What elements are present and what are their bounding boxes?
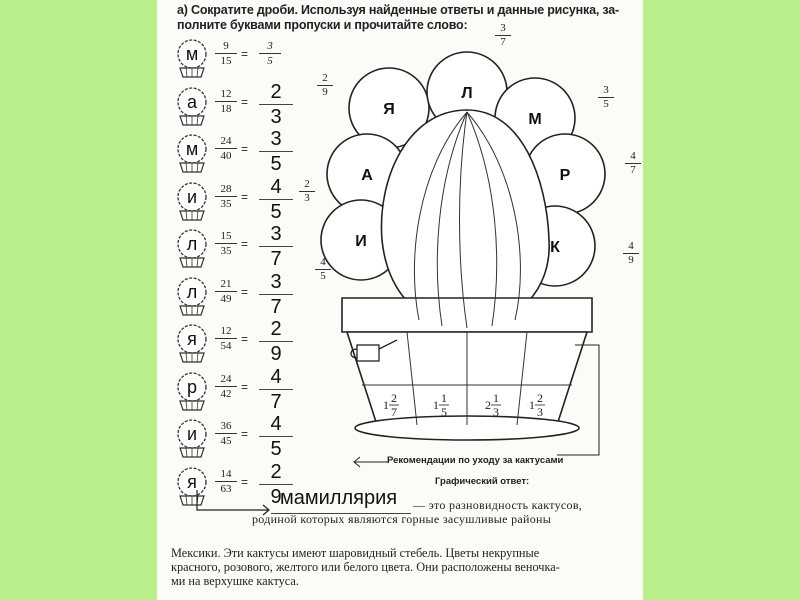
row-fraction: 12 54	[215, 324, 237, 353]
row-fraction: 9 15	[215, 39, 237, 68]
pot-frac-1-whole: 1	[383, 398, 389, 412]
fraction-row	[173, 80, 293, 130]
side-frac-right-2: 4 7	[625, 150, 641, 177]
row-letter: м	[185, 139, 199, 159]
equals-sign: =	[241, 47, 249, 61]
pot-frac-4-num: 2	[537, 391, 543, 405]
pot-frac-3-num: 1	[493, 391, 499, 405]
answer-word: мамиллярия	[280, 487, 398, 509]
worksheet-page	[157, 0, 643, 600]
fraction-row	[173, 38, 293, 82]
equals-sign: =	[241, 332, 249, 346]
pot-frac-3-whole: 2	[485, 398, 491, 412]
cactus-illustration	[307, 40, 637, 460]
row-letter: л	[186, 281, 198, 302]
row-letter: я	[187, 471, 197, 492]
side-frac-right-3: 4 9	[623, 240, 639, 267]
bloom-letter-ya: Я	[383, 101, 395, 118]
row-fraction: 12 18	[215, 87, 237, 116]
pot-frac-3-den: 3	[493, 405, 499, 419]
fraction-row	[173, 223, 293, 272]
row-answer: 4 5	[259, 412, 293, 461]
equals-sign: =	[241, 94, 249, 109]
equals-sign: =	[241, 284, 249, 299]
care-caption: Рекомендации по уходу за кактусами	[387, 455, 564, 466]
bloom-letter-k: К	[550, 239, 560, 256]
side-frac-left-1: 2 9	[317, 72, 333, 99]
row-fraction: 36 45	[215, 419, 237, 448]
row-letter: и	[186, 424, 198, 444]
task-line-1: а) Сократите дроби. Используя найденные ответы и данные рисунка, за-	[177, 3, 619, 17]
task-header	[177, 3, 637, 33]
description-line-1: — это разновидность кактусов,	[413, 498, 583, 512]
side-frac-left-3: 4 5	[315, 256, 331, 283]
equals-sign: =	[241, 142, 249, 156]
row-fraction: 24 42	[215, 372, 237, 401]
bottom-line-1: Мексики. Эти кактусы имеют шаровидный стебель. Цветы некрупные	[171, 546, 540, 560]
row-letter: л	[186, 234, 198, 254]
pot-frac-2-den: 5	[441, 405, 447, 419]
pot-frac-2-num: 1	[441, 391, 447, 405]
pot-frac-1-den: 7	[391, 405, 397, 419]
row-answer: 2 3	[259, 80, 293, 129]
task-line-2: полните буквами пропуски и прочитайте слово:	[177, 18, 468, 32]
bloom-letter-m: М	[528, 111, 542, 128]
row-answer: 4 7	[259, 365, 293, 414]
care-arrow	[350, 455, 390, 469]
row-fraction: 14 63	[215, 467, 237, 496]
equals-sign: =	[241, 474, 249, 489]
row-letter: и	[186, 186, 198, 207]
row-printed-result: 3 5	[259, 39, 281, 68]
fraction-row	[173, 413, 293, 462]
bottom-text	[171, 546, 641, 588]
equals-sign: =	[241, 237, 249, 251]
fraction-row	[173, 175, 293, 225]
row-answer: 2 9	[259, 317, 293, 366]
pot-frac-4-whole: 1	[529, 398, 535, 412]
row-letter: я	[187, 329, 197, 349]
fraction-row	[173, 270, 293, 320]
row-answer: 3 7	[259, 270, 293, 319]
bloom-letter-r: Р	[559, 167, 571, 184]
row-fraction: 24 40	[215, 134, 237, 163]
row-answer: 3 5	[259, 127, 293, 176]
pot-frac-2-whole: 1	[433, 398, 439, 412]
row-fraction: 21 49	[215, 277, 237, 306]
bloom-letter-a: А	[361, 167, 373, 184]
row-letter: м	[185, 44, 199, 64]
bottom-line-2: красного, розового, желтого или белого цвета. Они расположены веночка-	[171, 560, 560, 574]
bloom-letter-i: И	[355, 233, 367, 250]
side-frac-top: 3 7	[495, 22, 511, 49]
bottom-line-3: ми на верхушке кактуса.	[171, 574, 299, 588]
equals-sign: =	[241, 379, 249, 394]
pot-frac-1-num: 2	[391, 391, 397, 405]
side-frac-right-1: 3 5	[598, 84, 614, 111]
row-answer: 2 9	[259, 460, 293, 509]
bloom-letter-l: Л	[461, 85, 473, 102]
fraction-row	[173, 365, 293, 415]
pot-frac-4-den: 3	[537, 405, 543, 419]
row-fraction: 15 35	[215, 229, 237, 258]
side-frac-left-2: 2 3	[299, 178, 315, 205]
fraction-row	[173, 128, 293, 177]
fraction-row	[173, 318, 293, 367]
row-answer: 4 5	[259, 175, 293, 224]
description-line-2: родиной которых являются горные засушливые районы	[252, 512, 552, 526]
graph-caption: Графический ответ:	[435, 476, 530, 487]
row-letter: а	[186, 91, 197, 112]
row-letter: р	[186, 376, 197, 397]
equals-sign: =	[241, 427, 249, 441]
equals-sign: =	[241, 189, 249, 204]
row-answer: 3 7	[259, 222, 293, 271]
row-fraction: 28 35	[215, 182, 237, 211]
